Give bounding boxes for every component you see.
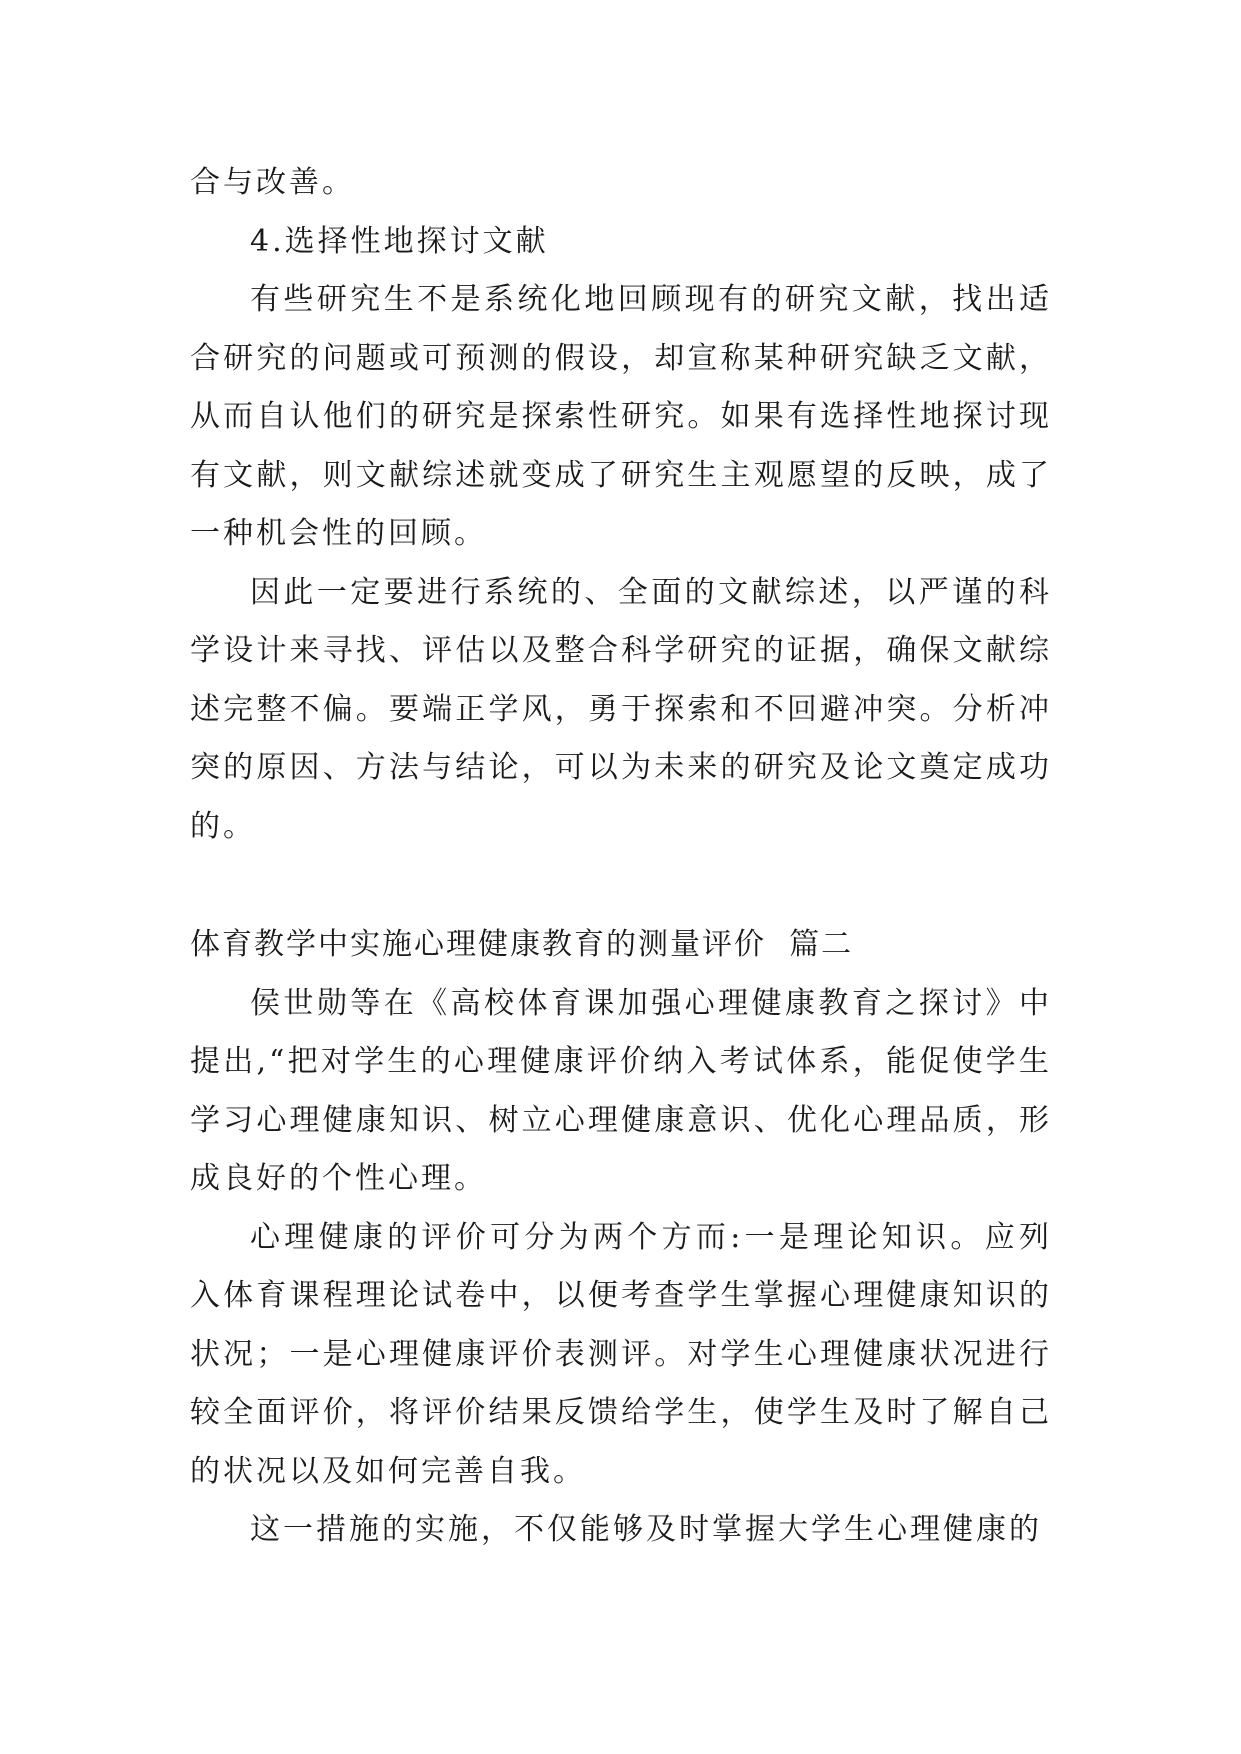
paragraph: 侯世勋等在《高校体育课加强心理健康教育之探讨》中提出,“把对学生的心理健康评价纳入考试体系，能促使学生学习心理健康知识、树立心理健康意识、优化心理品质，形成良好的个性心理。 [190, 985, 1052, 1196]
section-title: 体育教学中实施心理健康教育的测量评价 篇二 [190, 927, 854, 962]
subheading: 4.选择性地探讨文献 [250, 223, 549, 259]
paragraph: 心理健康的评价可分为两个方而:一是理论知识。应列入体育课程理论试卷中，以便考查学生掌握心理健康知识的状况；一是心理健康评价表测评。对学生心理健康状况进行较全面评价，将评价结果反馈给学生，使学生及时了解自己的状况以及如何完善自我。 [190, 1219, 1052, 1489]
section-gap [190, 856, 1052, 916]
paragraph: 因此一定要进行系统的、全面的文献综述，以严谨的科学设计来寻找、评估以及整合科学研究的证据，确保文献综述完整不偏。要端正学风，勇于探索和不回避冲突。分析冲突的原因、方法与结论，可以为未来的研究及论文奠定成功的。 [190, 574, 1052, 844]
paragraph: 这一措施的实施，不仅能够及时掌握大学生心理健康的 [250, 1512, 1042, 1547]
paragraph: 有些研究生不是系统化地回顾现有的研究文献，找出适合研究的问题或可预测的假设，却宣称某种研究缺乏文献，从而自认他们的研究是探索性研究。如果有选择性地探讨现有文献，则文献综述就变成了研究生主观愿望的反映，成了一种机会性的回顾。 [190, 282, 1052, 551]
document-body [190, 154, 1052, 1560]
continuation-text: 合与改善。 [190, 165, 355, 200]
